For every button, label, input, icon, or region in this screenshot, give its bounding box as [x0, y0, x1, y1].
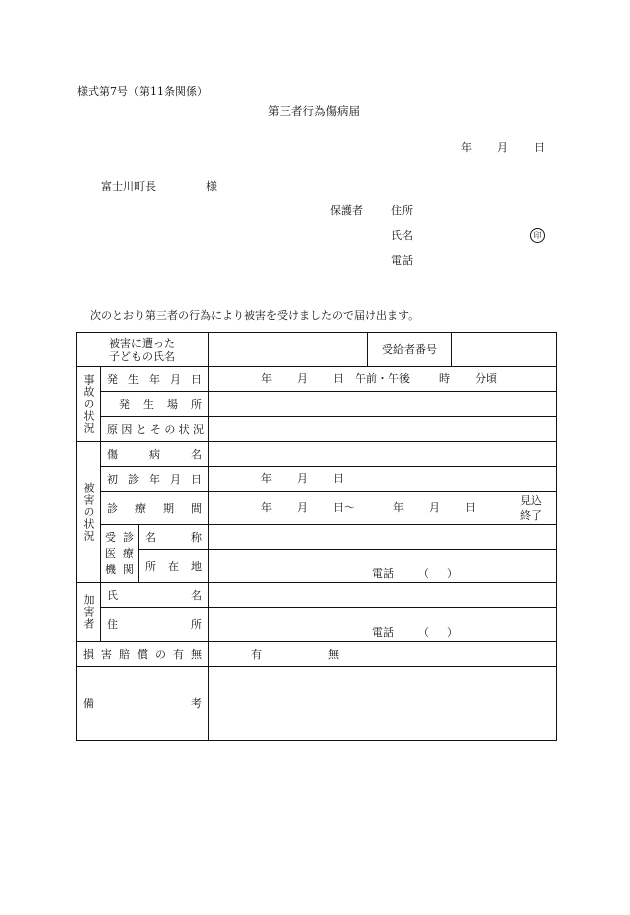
first-visit-label: [101, 467, 209, 492]
clinic-address-field[interactable]: [209, 550, 557, 583]
tp-month2: 月: [429, 501, 440, 514]
clinic-phone-close: ）: [447, 567, 458, 580]
intro-text: 次のとおり第三者の行為により被害を受けましたので届け出ます。: [90, 309, 420, 322]
tp-day2: 日: [465, 501, 476, 514]
child-name-label: [77, 333, 209, 367]
compensation-yes[interactable]: 有: [251, 647, 262, 661]
first-visit-field[interactable]: [209, 467, 557, 492]
clinic-label: [101, 525, 139, 583]
cause-field[interactable]: [209, 417, 557, 442]
occ-month: 月: [297, 372, 308, 385]
clinic-phone-label: 電話: [372, 567, 394, 580]
guardian-phone-label: 電話: [391, 254, 413, 267]
addressee: 富士川町長: [101, 180, 156, 193]
clinic-name-field[interactable]: [209, 525, 557, 550]
form-number: 様式第7号（第11条関係）: [77, 85, 208, 98]
clinic-label-line3: 機 関: [105, 562, 134, 576]
perpetrator-group-label: [77, 583, 101, 642]
compensation-field[interactable]: [209, 642, 557, 667]
perp-phone-open: （: [418, 626, 429, 639]
damage-group-text: 被害の状況: [82, 482, 95, 542]
child-name-field[interactable]: [209, 333, 368, 367]
recipient-number-field[interactable]: [452, 333, 557, 367]
damage-group-label: [77, 442, 101, 583]
clinic-phone-open: （: [418, 567, 429, 580]
remarks-field[interactable]: [209, 667, 557, 741]
occurrence-place-label: [101, 392, 209, 417]
treatment-period-field[interactable]: [209, 492, 557, 525]
occ-day: 日: [333, 372, 344, 385]
perp-name-field[interactable]: [209, 583, 557, 608]
occ-minute: 分頃: [475, 372, 497, 385]
clinic-address-label: [139, 550, 209, 583]
child-name-label-line2: 子どもの氏名: [109, 349, 175, 363]
injury-name-text: 傷 病 名: [107, 447, 202, 461]
treatment-period-text: 診 療 期 間: [107, 501, 202, 515]
occurrence-date-text: 発 生 年 月 日: [107, 372, 202, 386]
child-name-label-line1: 被害に遭った: [109, 336, 175, 350]
remarks-text: 備 考: [83, 697, 202, 710]
seal-mark: 印: [530, 228, 545, 243]
guardian-label: 保護者: [330, 204, 363, 217]
guardian-name-label: 氏名: [391, 229, 413, 242]
fv-day: 日: [333, 472, 344, 485]
perp-name-label: [101, 583, 209, 608]
compensation-label: [77, 642, 209, 667]
report-form-table: [76, 332, 557, 741]
perp-name-text: 氏 名: [107, 588, 202, 602]
compensation-no[interactable]: 無: [328, 647, 339, 661]
clinic-label-line2: 医 療: [105, 546, 134, 560]
remarks-label: [77, 667, 209, 741]
tp-finished: 終了: [520, 509, 542, 522]
tp-month1: 月: [297, 501, 308, 514]
date-month-label: 月: [497, 141, 508, 154]
occurrence-place-field[interactable]: [209, 392, 557, 417]
tp-day1: 日〜: [333, 501, 355, 514]
clinic-name-label: [139, 525, 209, 550]
clinic-label-line1: 受 診: [105, 530, 134, 544]
perp-address-text: 住 所: [107, 618, 202, 631]
tp-year2: 年: [393, 501, 404, 514]
fv-month: 月: [297, 472, 308, 485]
guardian-address-label: 住所: [391, 204, 413, 217]
tp-year1: 年: [261, 501, 272, 514]
page-title: 第三者行為傷病届: [268, 104, 360, 118]
accident-group-label: [77, 367, 101, 442]
injury-name-label: [101, 442, 209, 467]
occ-ampm: 午前・午後: [355, 372, 410, 385]
accident-group-text: 事故の状況: [82, 374, 95, 434]
seal-icon: [530, 228, 545, 243]
occurrence-date-field[interactable]: [209, 367, 557, 392]
clinic-address-text: 所 在 地: [145, 559, 202, 573]
perp-phone-label: 電話: [372, 626, 394, 639]
perpetrator-group-text: 加害者: [82, 594, 95, 630]
perp-address-label: [101, 608, 209, 642]
date-year-label: 年: [461, 141, 472, 154]
clinic-name-text: 名 称: [145, 530, 202, 544]
cause-text: 原 因 と そ の 状 況: [107, 422, 204, 436]
treatment-period-label: [101, 492, 209, 525]
compensation-text: 損 害 賠 償 の 有 無: [83, 647, 202, 661]
occ-hour: 時: [439, 372, 450, 385]
fv-year: 年: [261, 472, 272, 485]
recipient-number-label: 受給者番号: [368, 333, 452, 367]
occ-year: 年: [261, 372, 272, 385]
tp-expected: 見込: [520, 494, 542, 507]
perp-phone-close: ）: [447, 626, 458, 639]
addressee-suffix: 様: [206, 180, 217, 193]
occurrence-place-text: 発 生 場 所: [119, 397, 202, 411]
cause-label: [101, 417, 209, 442]
date-day-label: 日: [534, 141, 545, 154]
occurrence-date-label: [101, 367, 209, 392]
injury-name-field[interactable]: [209, 442, 557, 467]
perp-address-field[interactable]: [209, 608, 557, 642]
first-visit-text: 初 診 年 月 日: [107, 472, 202, 486]
